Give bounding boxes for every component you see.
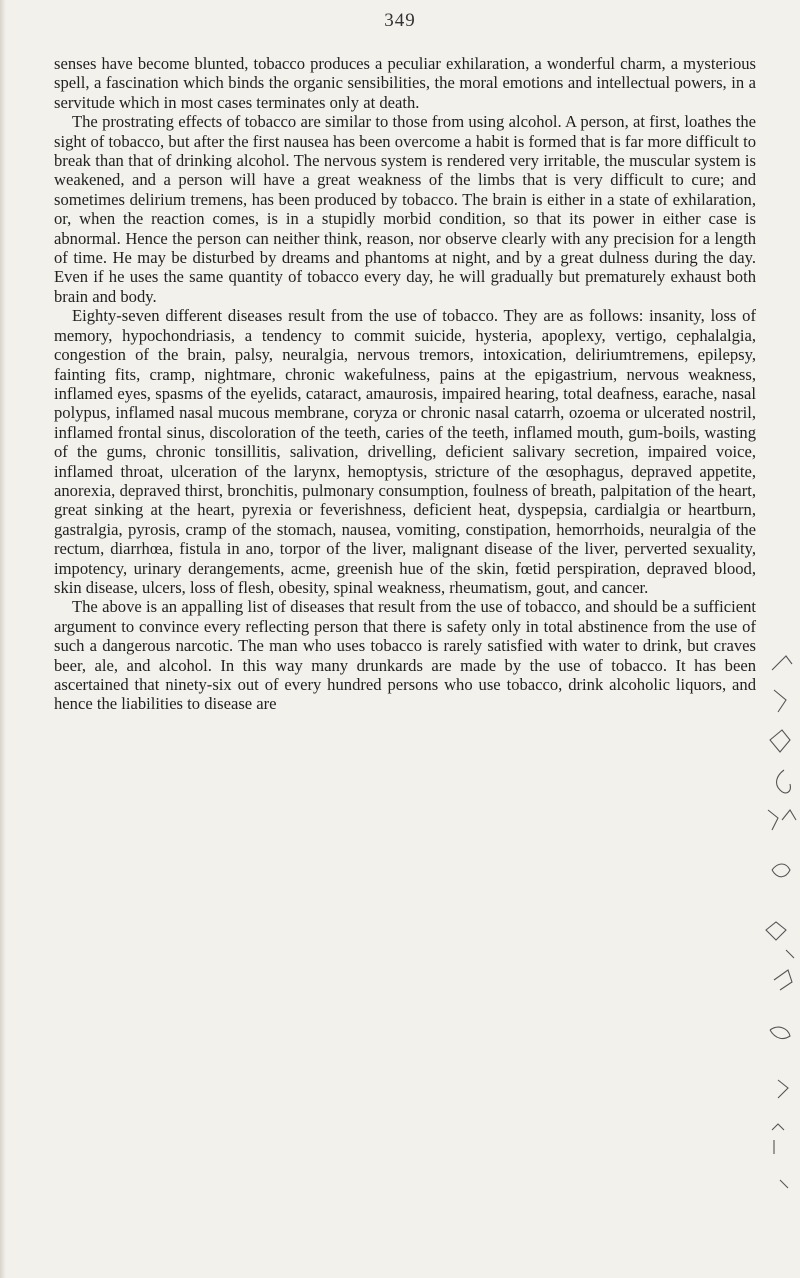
margin-ornament-marks xyxy=(764,50,800,1250)
paragraph: Eighty-seven different diseases result from the use of tobacco. They are as follows: insanity, loss of memory, hypochondriasis, a tendency to commit suicide, hysteria, apoplexy, vertigo, cephalalgia, congestion of the brain, palsy, neuralgia, nervous tremors, intoxication, deliriumtremens, epilepsy, fainting fits, cramp, nightmare, chronic wakefulness, pains at the epigastrium, nervous weakness, inflamed eyes, spasms of the eyelids, cataract, amaurosis, impaired hearing, total deafness, earache, nasal polypus, inflamed nasal mucous membrane, coryza or chronic nasal catarrh, ozoema or ulcerated nostril, inflamed frontal sinus, discoloration of the teeth, caries of the teeth, inflamed mouth, gum-boils, wasting of the gums, chronic tonsillitis, salivation, drivelling, deficient salivary secretion, impaired voice, inflamed throat, ulceration of the larynx, hemoptysis, stricture of the œsophagus, depraved appetite, anorexia, depraved thirst, bronchitis, pulmonary consumption, foulness of breath, palpitation of the heart, great sinking at the heart, pyrexia or feverishness, deficient heat, dyspepsia, cardialgia or heartburn, gastralgia, pyrosis, cramp of the stomach, nausea, vomiting, constipation, hemorrhoids, neuralgia of the rectum, diarrhœa, fistula in ano, torpor of the liver, malignant disease of the liver, perverted sexuality, impotency, urinary derangements, acme, greenish hue of the skin, fœtid perspiration, depraved blood, skin disease, ulcers, loss of flesh, obesity, spinal weakness, rheumatism, gout, and cancer. xyxy=(54,306,756,597)
page-edge-shadow xyxy=(0,0,6,1278)
body-text xyxy=(54,54,756,714)
page-number: 349 xyxy=(384,10,416,31)
paragraph: senses have become blunted, tobacco produces a peculiar exhilaration, a wonderful charm, a mysterious spell, a fascination which binds the organic sensibilities, the moral emotions and intellectual powers, in a servitude which in most cases terminates only at death. xyxy=(54,54,756,112)
paragraph: The above is an appalling list of diseases that result from the use of tobacco, and should be a sufficient argument to convince every reflecting person that there is safety only in total abstinence from the use of such a dangerous narcotic. The man who uses tobacco is rarely satisfied with water to drink, but craves beer, ale, and alcohol. In this way many drunkards are made by the use of tobacco. It has been ascertained that ninety-six out of every hundred persons who use tobacco, drink alcoholic liquors, and hence the liabilities to disease are xyxy=(54,597,756,714)
paragraph: The prostrating effects of tobacco are similar to those from using alcohol. A person, at first, loathes the sight of tobacco, but after the first nausea has been overcome a habit is formed that is far more difficult to break than that of drinking alcohol. The nervous system is rendered very irritable, the muscular system is weakened, and a person will have a great weakness of the limbs that is very difficult to cure; and sometimes delirium tremens, has been produced by tobacco. The brain is either in a state of exhilaration, or, when the reaction comes, is in a stupidly morbid condition, so that its power in either case is abnormal. Hence the person can neither think, reason, nor observe clearly with any precision for a length of time. He may be disturbed by dreams and phantoms at night, and by a great dulness during the day. Even if he uses the same quantity of tobacco every day, he will gradually but prematurely exhaust both brain and body. xyxy=(54,112,756,306)
